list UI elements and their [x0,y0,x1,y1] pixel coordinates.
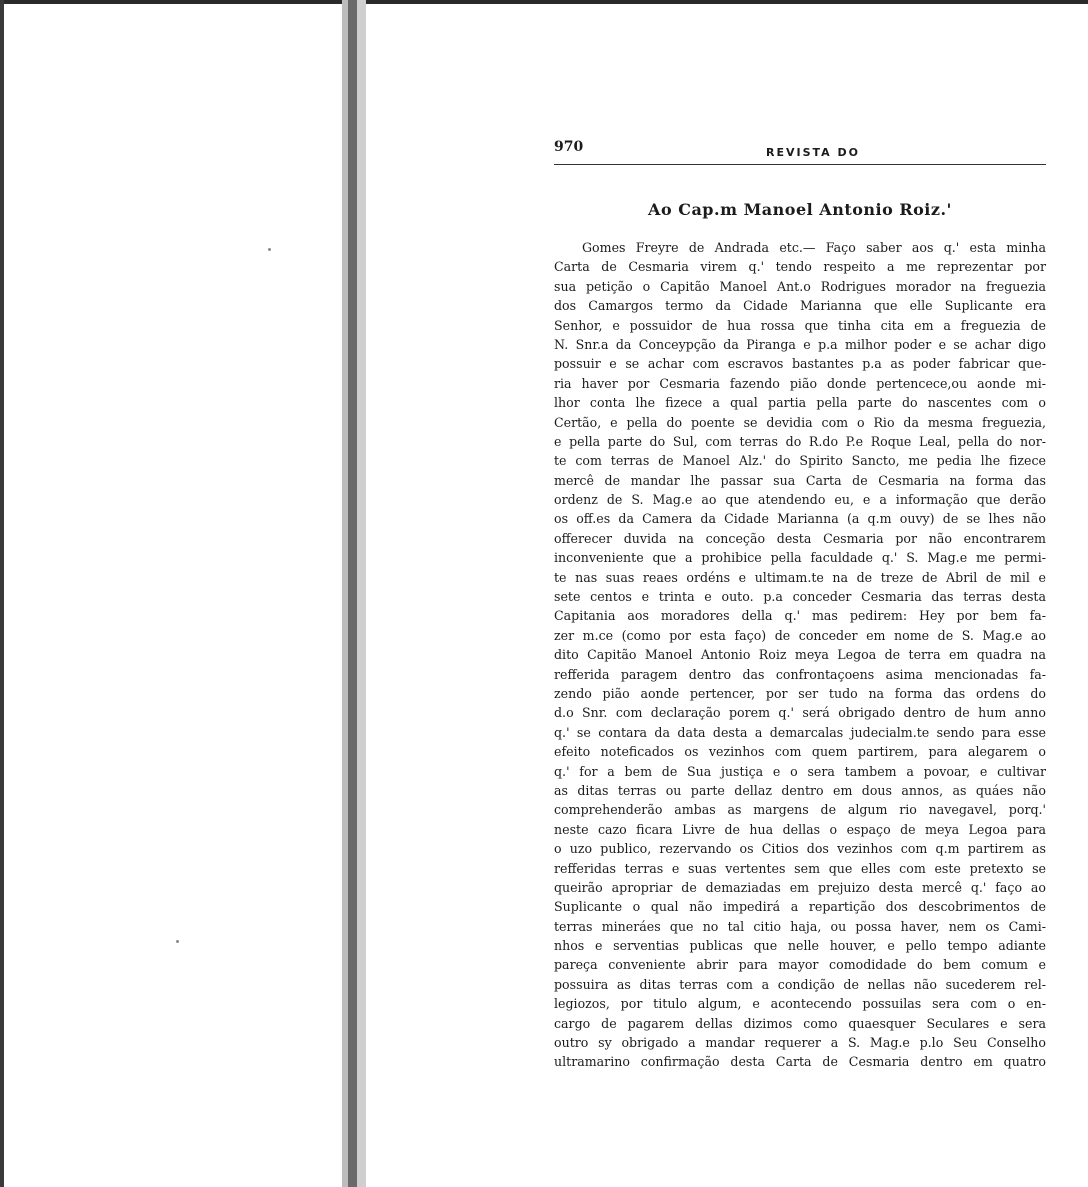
text-line: N. Snr.a da Conceypção da Piranga e p.a milhor poder e se achar digo [554,336,1046,352]
text-line: o uzo publico, rezervando os Citios dos vezinhos com q.m partirem as [554,841,1046,857]
text-line: ordenz de S. Mag.e ao que atendendo eu, e a informação que derão [554,492,1046,508]
text-line: outro sy obrigado a mandar requerer a S. Mag.e p.lo Seu Conselho [554,1035,1046,1051]
text-line: Suplicante o qual não impedirá a repartição dos descobrimentos de [554,899,1046,915]
text-line: refferidas terras e suas vertentes sem que elles com este pretexto se [554,860,1046,876]
text-line: pareça conveniente abrir para mayor comodidade do bem comum e [554,957,1046,973]
text-line: possuir e se achar com escravos bastantes p.a as poder fabricar que- [554,356,1046,372]
text-line: terras mineráes que no tal citio haja, ou possa haver, nem os Cami- [554,918,1046,934]
text-line: mercê de mandar lhe passar sua Carta de Cesmaria na forma das [554,472,1046,488]
text-line: Gomes Freyre de Andrada etc.— Faço saber aos q.' esta minha [582,240,1046,255]
text-line: Capitania aos moradores della q.' mas pedirem: Hey por bem fa- [554,608,1046,624]
text-line: sua petição o Capitão Manoel Ant.o Rodrigues morador na freguezia [554,278,1046,294]
document-title: Ao Cap.m Manoel Antonio Roiz.' [648,200,952,219]
text-line: dito Capitão Manoel Antonio Roiz meya Legoa de terra em quadra na [554,647,1046,663]
text-line: d.o Snr. com declaração porem q.' será obrigado dentro de hum anno [554,705,1046,721]
text-line: q.' for a bem de Sua justiça e o sera tambem a povoar, e cultivar [554,763,1046,779]
text-line: ria haver por Cesmaria fazendo pião donde pertencece,ou aonde mi- [554,375,1046,391]
text-line: zer m.ce (como por esta faço) de conceder em nome de S. Mag.e ao [554,627,1046,643]
scan-speck [176,940,179,943]
text-line: Certão, e pella do poente se devidia com o Rio da mesma freguezia, [554,414,1046,430]
text-line: te nas suas reaes ordéns e ultimam.te na de treze de Abril de mil e [554,569,1046,585]
body-text [554,238,1046,1072]
text-line: Senhor, e possuidor de hua rossa que tinha cita em a freguezia de [554,317,1046,333]
text-line: ultramarino confirmação desta Carta de Cesmaria dentro em quatro [554,1054,1046,1070]
text-line: queirão apropriar de demaziadas em prejuizo desta mercê q.' faço ao [554,879,1046,895]
scan-left-edge [0,0,4,1187]
text-line: sete centos e trinta e outo. p.a conceder Cesmaria das terras desta [554,589,1046,605]
text-line: e pella parte do Sul, com terras do R.do P.e Roque Leal, pella do nor- [554,433,1046,449]
book-gutter [342,0,366,1187]
text-line: refferida paragem dentro das confrontaçoens asima mencionadas fa- [554,666,1046,682]
text-line: offerecer duvida na conceção desta Cesmaria por não encontrarem [554,530,1046,546]
page-number: 970 [554,139,584,155]
text-line: os off.es da Camera da Cidade Marianna (a q.m ouvy) de se lhes não [554,511,1046,527]
text-line: possuira as ditas terras com a condição de nellas não sucederem rel- [554,976,1046,992]
running-head: REVISTA DO [766,146,860,159]
text-line: nhos e serventias publicas que nelle houver, e pello tempo adiante [554,938,1046,954]
text-line: efeito noteficados os vezinhos com quem partirem, para alegarem o [554,744,1046,760]
scan-top-border [0,0,1088,4]
text-line: comprehenderão ambas as margens de algum rio navegavel, porq.' [554,802,1046,818]
scan-speck [268,248,271,251]
text-line: dos Camargos termo da Cidade Marianna que elle Suplicante era [554,298,1046,314]
text-line: q.' se contara da data desta a demarcalas judecialm.te sendo para esse [554,724,1046,740]
text-line: zendo pião aonde pertencer, por ser tudo na forma das ordens do [554,685,1046,701]
page-header [554,138,1046,165]
text-line: te com terras de Manoel Alz.' do Spirito Sancto, me pedia lhe fizece [554,453,1046,469]
text-line: as ditas terras ou parte dellaz dentro em dous annos, as quáes não [554,782,1046,798]
text-line: legiozos, por titulo algum, e acontecendo possuilas sera com o en- [554,996,1046,1012]
text-line: neste cazo ficara Livre de hua dellas o espaço de meya Legoa para [554,821,1046,837]
text-line: cargo de pagarem dellas dizimos como quaesquer Seculares e sera [554,1015,1046,1031]
text-line: lhor conta lhe fizece a qual partia pella parte do nascentes com o [554,395,1046,411]
text-line: Carta de Cesmaria virem q.' tendo respeito a me reprezentar por [554,259,1046,275]
text-line: inconveniente que a prohibice pella faculdade q.' S. Mag.e me permi- [554,550,1046,566]
